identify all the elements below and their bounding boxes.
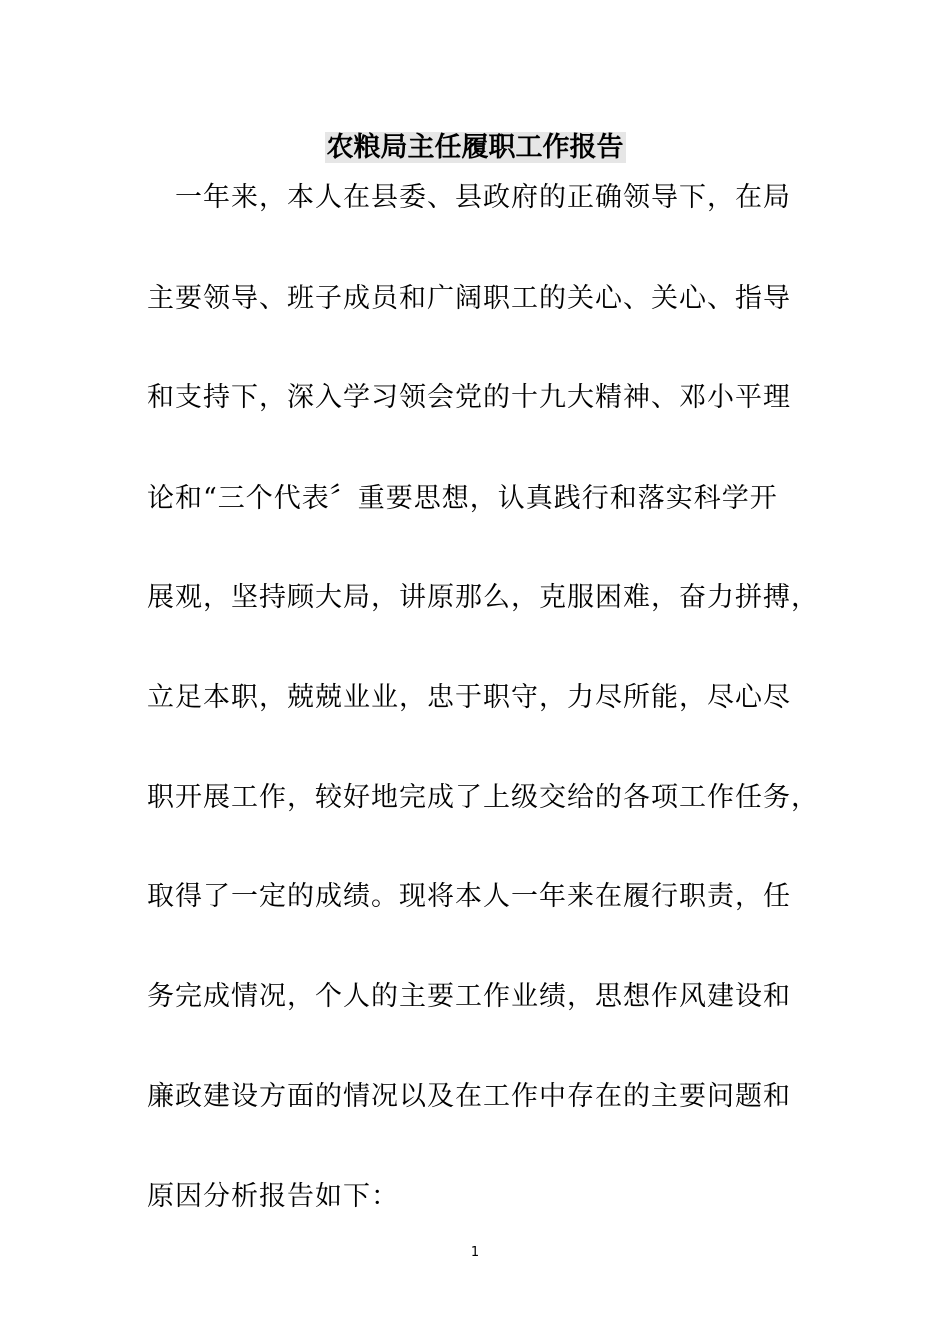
page-number: 1 bbox=[470, 1245, 480, 1260]
document-title bbox=[0, 128, 950, 168]
paragraph-line-5: 展观，坚持顾大局，讲原那么，克服困难，奋力拼搏， bbox=[147, 582, 819, 613]
paragraph-line-3: 和支持下，深入学习领会党的十九大精神、邓小平理 bbox=[147, 382, 791, 413]
paragraph-line-4: 论和“三个代表〞重要思想，认真践行和落实科学开 bbox=[147, 483, 778, 514]
paragraph-line-2: 主要领导、班子成员和广阔职工的关心、关心、指导 bbox=[147, 283, 791, 314]
document-title-text: 农粮局主任履职工作报告 bbox=[326, 132, 624, 163]
paragraph-line-11: 原因分析报告如下： bbox=[147, 1181, 399, 1212]
paragraph-line-8: 取得了一定的成绩。现将本人一年来在履行职责，任 bbox=[147, 881, 791, 912]
paragraph-line-6: 立足本职，兢兢业业，忠于职守，力尽所能，尽心尽 bbox=[147, 682, 791, 713]
paragraph-line-7: 职开展工作，较好地完成了上级交给的各项工作任务， bbox=[147, 782, 819, 813]
paragraph-line-1: 一年来，本人在县委、县政府的正确领导下，在局 bbox=[175, 182, 791, 213]
paragraph-line-10: 廉政建设方面的情况以及在工作中存在的主要问题和 bbox=[147, 1081, 791, 1112]
paragraph-line-9: 务完成情况，个人的主要工作业绩，思想作风建设和 bbox=[147, 981, 791, 1012]
